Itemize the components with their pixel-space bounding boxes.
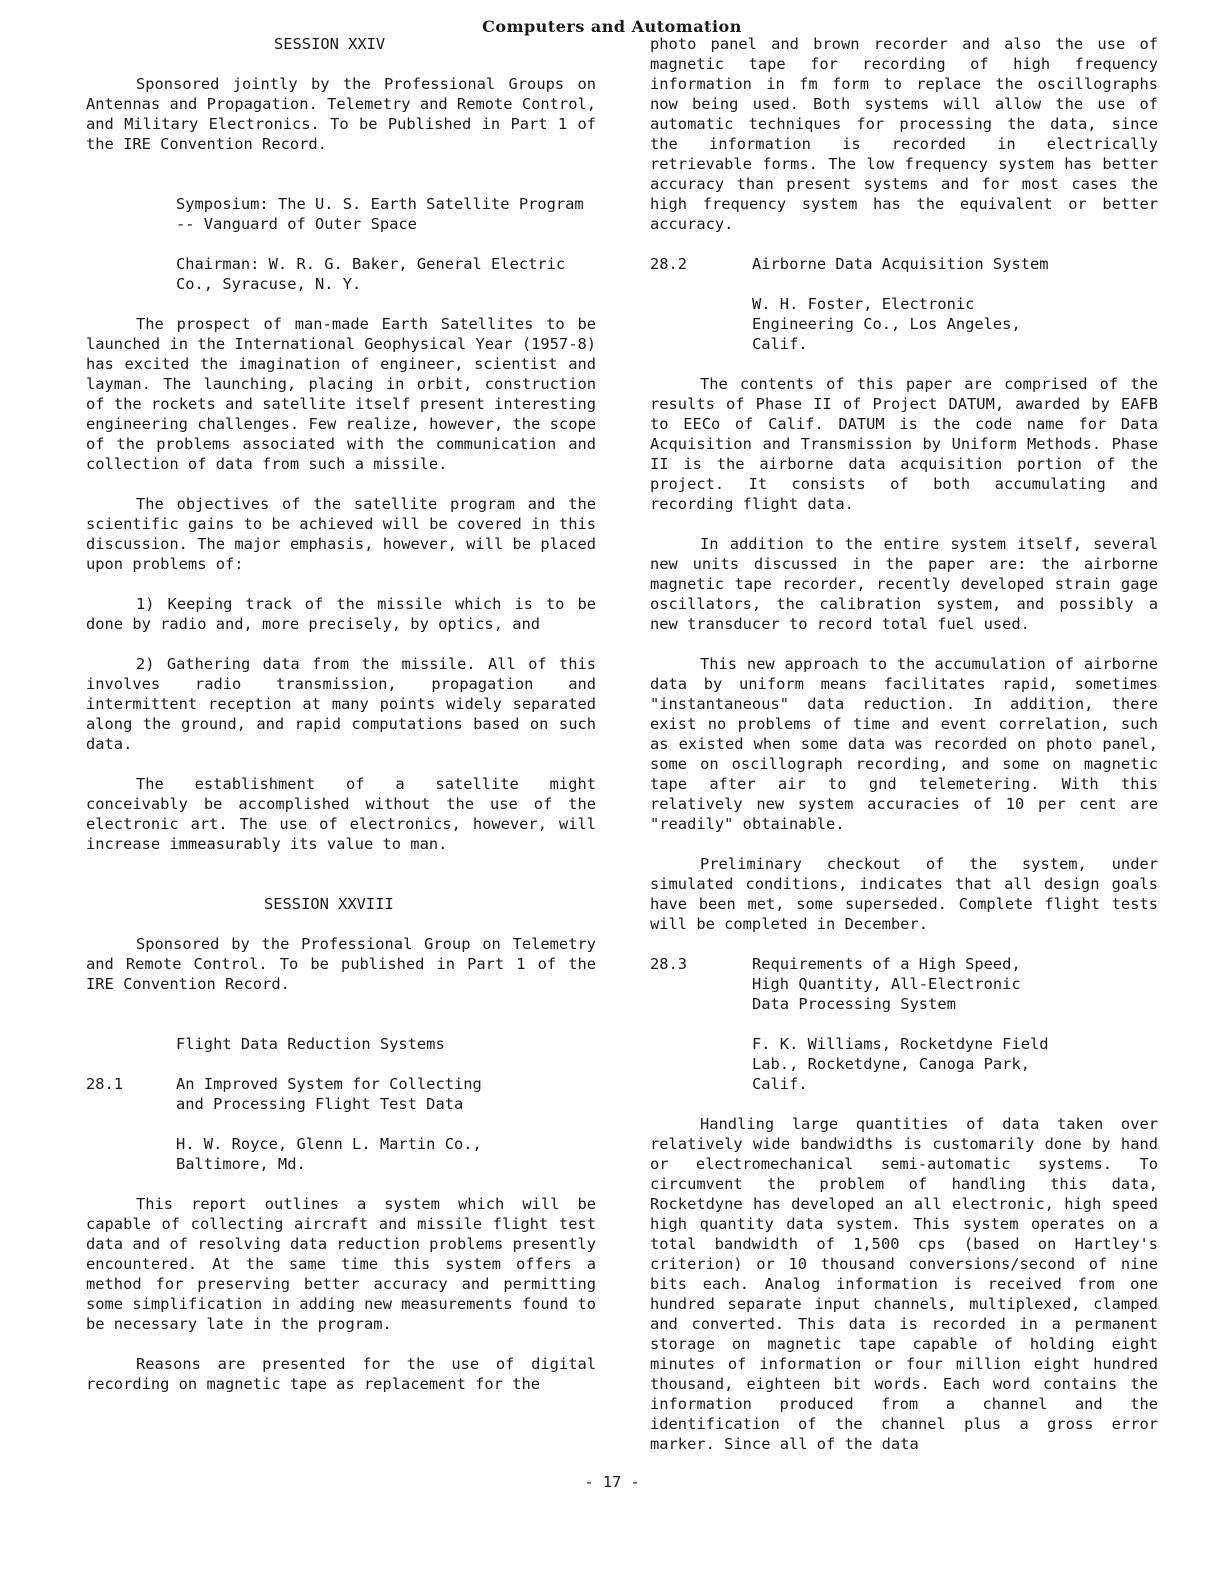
session-24-paragraph-5: The establishment of a satellite might conceivably be accomplished without the use of the electronic art. The use of electronics, however, will increase immeasurably its value to man.	[86, 775, 596, 853]
session-24-paragraph-3: 1) Keeping track of the missile which is to be done by radio and, more precisely, by optics, and	[86, 595, 596, 633]
paper-28-3-author: F. K. Williams, Rocketdyne Field Lab., Rocketdyne, Canoga Park, Calif.	[752, 1035, 1049, 1093]
paper-28-2-paragraph-3: This new approach to the accumulation of airborne data by uniform means facilitates rapid, sometimes "instantaneous" data reduction. In addition, there exist no problems of time and event correlation, such as existed when some data was recorded on photo panel, some on oscillograph recording, and some on magnetic tape after air to gnd telemetering. With this relatively new system accuracies of 10 per cent are "readily" obtainable.	[650, 655, 1158, 833]
paper-28-2-paragraph-4: Preliminary checkout of the system, under simulated conditions, indicates that all design goals have been met, some superseded. Complete flight tests will be completed in December.	[650, 855, 1158, 933]
session-24-paragraph-1: The prospect of man-made Earth Satellites to be launched in the International Geophysical Year (1957-8) has excited the imagination of engineer, scientist and layman. The launching, placing in orbit, construction of the rockets and satellite itself present interesting engineering challenges. Few realize, however, the scope of the problems associated with the communication and collection of data from such a missile.	[86, 315, 596, 473]
paper-28-1-number: 28.1	[86, 1075, 124, 1093]
session-28-title: SESSION XXVIII	[264, 895, 394, 913]
page-number: - 17 -	[584, 1473, 640, 1491]
session-28-sponsor: Sponsored by the Professional Group on Telemetry and Remote Control. To be published in Part 1 of the IRE Convention Record.	[86, 935, 596, 993]
session-24-title: SESSION XXIV	[274, 35, 386, 53]
session-28-heading: Flight Data Reduction Systems	[176, 1035, 445, 1053]
paper-28-1-title: An Improved System for Collecting and Processing Flight Test Data	[176, 1075, 482, 1113]
paper-28-3-title: Requirements of a High Speed, High Quantity, All-Electronic Data Processing System	[752, 955, 1021, 1013]
paper-28-2-paragraph-2: In addition to the entire system itself, several new units discussed in the paper are: the airborne magnetic tape recorder, recently developed strain gage oscillators, the calibration system, and possibly a new transducer to record total fuel used.	[650, 535, 1158, 633]
paper-28-2-title: Airborne Data Acquisition System	[752, 255, 1049, 273]
paper-28-2-number: 28.2	[650, 255, 688, 273]
paper-28-2-author: W. H. Foster, Electronic Engineering Co., Los Angeles, Calif.	[752, 295, 1021, 353]
paper-28-1-paragraph-1: This report outlines a system which will be capable of collecting aircraft and missile flight test data and of resolving data reduction problems presently encountered. At the same time this system offers a method for preserving better accuracy and permitting some simplification in adding new measurements found to be necessary late in the program.	[86, 1195, 596, 1333]
running-head: Computers and Automation	[482, 17, 742, 36]
session-24-symposium: Symposium: The U. S. Earth Satellite Program -- Vanguard of Outer Space	[176, 195, 584, 233]
left-column	[86, 34, 596, 1394]
paper-28-1-paragraph-2: Reasons are presented for the use of digital recording on magnetic tape as replacement for the	[86, 1355, 596, 1393]
right-column	[650, 34, 1158, 1454]
session-24-paragraph-4: 2) Gathering data from the missile. All of this involves radio transmission, propagation and intermittent reception at many points widely separated along the ground, and rapid computations based on such data.	[86, 655, 596, 753]
paper-28-3-paragraph-1: Handling large quantities of data taken over relatively wide bandwidths is customarily done by hand or electromechanical semi-automatic systems. To circumvent the problem of handling this data, Rocketdyne has developed an all electronic, high speed high quantity data system. This system operates on a total bandwidth of 1,500 cps (based on Hartley's criterion) or 10 thousand conversions/second of nine bits each. Analog information is received from one hundred separate input channels, multiplexed, clamped and converted. This data is recorded in a permanent storage on magnetic tape capable of holding eight minutes of information or four million eight hundred thousand, eighteen bit words. Each word contains the information produced from a channel and the identification of the channel plus a gross error marker. Since all of the data	[650, 1115, 1158, 1453]
paper-28-3-entry	[650, 954, 1158, 1014]
paper-28-1-author: H. W. Royce, Glenn L. Martin Co., Baltimore, Md.	[176, 1135, 482, 1173]
paper-28-1-entry	[86, 1074, 596, 1114]
paper-28-1-continuation: photo panel and brown recorder and also the use of magnetic tape for recording of high frequency information in fm form to replace the oscillographs now being used. Both systems will allow the use of automatic techniques for processing the data, since the information is recorded in electrically retrievable forms. The low frequency system has better accuracy than present systems and for most cases the high frequency system has the equivalent or better accuracy.	[650, 35, 1158, 233]
session-24-paragraph-2: The objectives of the satellite program and the scientific gains to be achieved will be covered in this discussion. The major emphasis, however, will be placed upon problems of:	[86, 495, 596, 573]
paper-28-2-entry	[650, 254, 1158, 274]
paper-28-2-paragraph-1: The contents of this paper are comprised of the results of Phase II of Project DATUM, awarded by EAFB to EECo of Calif. DATUM is the code name for Data Acquisition and Transmission by Uniform Methods. Phase II is the airborne data acquisition portion of the project. It consists of both accumulating and recording flight data.	[650, 375, 1158, 513]
session-24-sponsor: Sponsored jointly by the Professional Groups on Antennas and Propagation. Telemetry and Remote Control, and Military Electronics. To be Published in Part 1 of the IRE Convention Record.	[86, 75, 596, 153]
session-24-chairman: Chairman: W. R. G. Baker, General Electric Co., Syracuse, N. Y.	[176, 255, 566, 293]
paper-28-3-number: 28.3	[650, 955, 688, 973]
